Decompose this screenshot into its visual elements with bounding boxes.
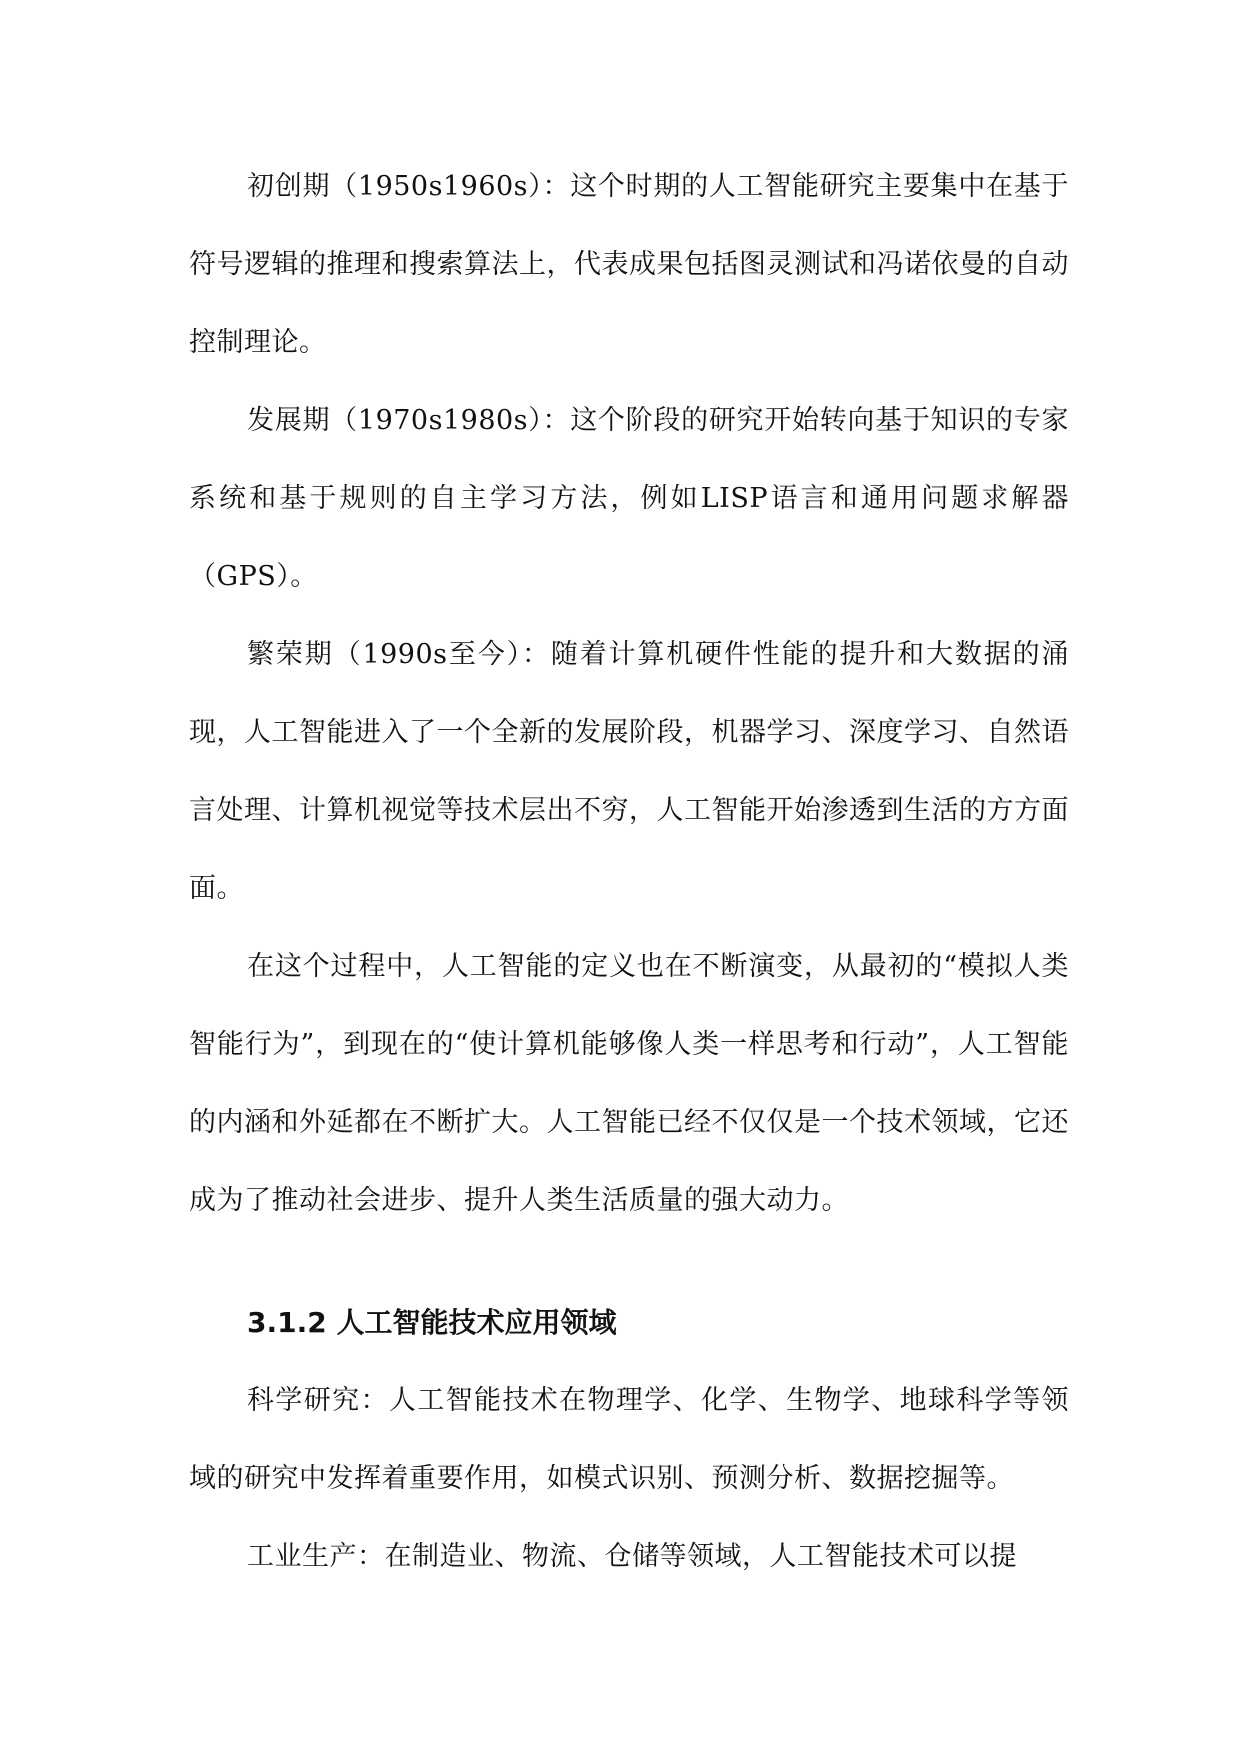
section-heading: 3.1.2 人工智能技术应用领域 [247, 1306, 617, 1339]
paragraph-industrial-production: 工业生产：在制造业、物流、仓储等领域，人工智能技术可以提 [247, 1541, 1017, 1572]
paragraph-scientific-research: 科学研究：人工智能技术在物理学、化学、生物学、地球科学等领域的研究中发挥着重要作用，如模式识别、预测分析、数据挖掘等。 [189, 1385, 1069, 1494]
paragraph-early-period: 初创期（1950s1960s）：这个时期的人工智能研究主要集中在基于符号逻辑的推理和搜索算法上，代表成果包括图灵测试和冯诺依曼的自动控制理论。 [189, 171, 1069, 358]
paragraph-prosperity-period: 繁荣期（1990s至今）：随着计算机硬件性能的提升和大数据的涌现，人工智能进入了一个全新的发展阶段，机器学习、深度学习、自然语言处理、计算机视觉等技术层出不穷，人工智能开始渗透到生活的方方面面。 [189, 639, 1069, 904]
document-body [189, 148, 1069, 1596]
paragraph-definition-evolution: 在这个过程中，人工智能的定义也在不断演变，从最初的“模拟人类智能行为”，到现在的“使计算机能够像人类一样思考和行动”，人工智能的内涵和外延都在不断扩大。人工智能已经不仅仅是一个技术领域，它还成为了推动社会进步、提升人类生活质量的强大动力。 [189, 951, 1069, 1216]
paragraph-development-period: 发展期（1970s1980s）：这个阶段的研究开始转向基于知识的专家系统和基于规则的自主学习方法，例如LISP语言和通用问题求解器（GPS）。 [189, 405, 1069, 592]
